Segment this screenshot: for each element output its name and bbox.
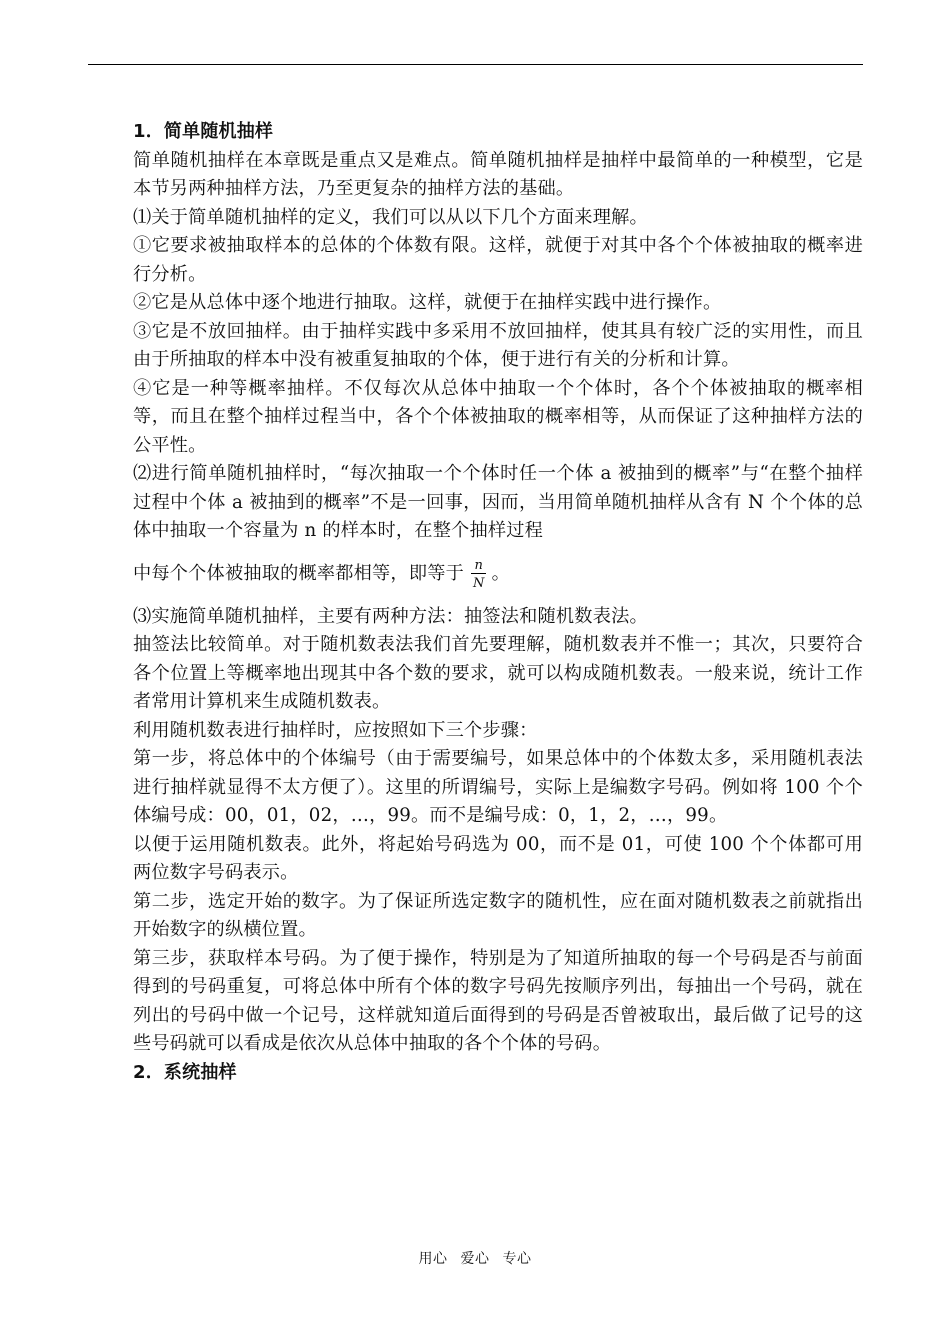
document-body — [133, 118, 863, 1087]
paragraph: ⑶实施简单随机抽样，主要有两种方法：抽签法和随机数表法。 — [133, 605, 648, 627]
paragraph: ④它是一种等概率抽样。不仅每次从总体中抽取一个个体时，各个个体被抽取的概率相等，而且在整个抽样过程当中，各个个体被抽取的概率相等，从而保证了这种抽样方法的公平性。 — [133, 377, 863, 456]
paragraph: ⑵进行简单随机抽样时，“每次抽取一个个体时任一个体 a 被抽到的概率”与“在整个抽样过程中个体 a 被抽到的概率”不是一回事，因而，当用简单随机抽样从含有 N 个个体的总体中抽取一个容量为 n 的样本时，在整个抽样过程 — [133, 463, 863, 541]
paragraph: ②它是从总体中逐个地进行抽取。这样，就便于在抽样实践中进行操作。 — [133, 292, 722, 313]
fraction-n-over-N — [470, 558, 488, 591]
paragraph: 抽签法比较简单。对于随机数表法我们首先要理解，随机数表并不惟一；其次，只要符合各个位置上等概率地出现其中各个数的要求，就可以构成随机数表。一般来说，统计工作者常用计算机来生成随机数表。 — [133, 634, 863, 712]
fraction-paragraph — [133, 546, 863, 603]
page-footer: 用心 爱心 专心 — [418, 1251, 532, 1267]
paragraph: ①它要求被抽取样本的总体的个体数有限。这样，就便于对其中各个个体被抽取的概率进行分析。 — [133, 235, 863, 285]
fraction-denominator: N — [472, 575, 485, 591]
section-heading-1: 1．简单随机抽样 — [133, 121, 274, 142]
header-rule — [88, 64, 863, 65]
paragraph: ③它是不放回抽样。由于抽样实践中多采用不放回抽样，使其具有较广泛的实用性，而且由于所抽取的样本中没有被重复抽取的个体，便于进行有关的分析和计算。 — [133, 320, 863, 370]
paragraph: ⑴关于简单随机抽样的定义，我们可以从以下几个方面来理解。 — [133, 206, 648, 228]
paragraph: 以便于运用随机数表。此外，将起始号码选为 00，而不是 01，可使 100 个个体都可用两位数字号码表示。 — [133, 833, 863, 883]
section-heading-2: 2．系统抽样 — [133, 1061, 237, 1083]
paragraph: 第二步，选定开始的数字。为了保证所选定数字的随机性，应在面对随机数表之前就指出开始数字的纵横位置。 — [133, 890, 863, 940]
paragraph: 利用随机数表进行抽样时，应按照如下三个步骤： — [133, 719, 538, 741]
fraction-text-after: 。 — [491, 562, 510, 584]
paragraph: 第三步，获取样本号码。为了便于操作，特别是为了知道所抽取的每一个号码是否与前面得到的号码重复，可将总体中所有个体的数字号码先按顺序列出，每抽出一个号码，就在列出的号码中做一个记号，这样就知道后面得到的号码是否曾被取出，最后做了记号的这些号码就可以看成是依次从总体中抽取的各个个体的号码。 — [133, 947, 863, 1054]
paragraph: 第一步，将总体中的个体编号（由于需要编号，如果总体中的个体数太多，采用随机表法进行抽样就显得不太方便了）。这里的所谓编号，实际上是编数字号码。例如将 100 个个体编号成：00，01，02，…，99。而不是编号成：0，1，2，…，99。 — [133, 748, 863, 826]
paragraph: 简单随机抽样在本章既是重点又是难点。简单随机抽样是抽样中最简单的一种模型，它是本节另两种抽样方法，乃至更复杂的抽样方法的基础。 — [133, 149, 863, 199]
fraction-numerator: n — [471, 558, 486, 574]
fraction-text-before: 中每个个体被抽取的概率都相等，即等于 — [133, 562, 464, 584]
